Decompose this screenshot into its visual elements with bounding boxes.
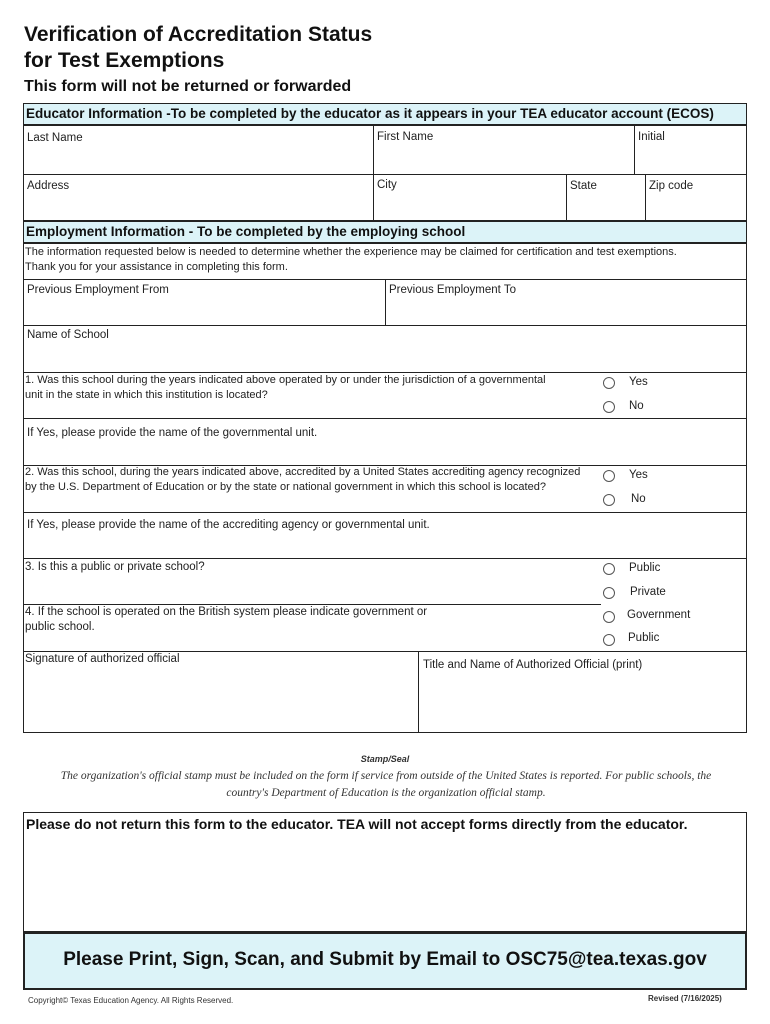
warning-box[interactable] [23, 812, 747, 932]
submit-banner [23, 932, 747, 990]
educator-section-header: Educator Information -To be completed by the educator as it appears in your TEA educator account (ECOS) [23, 103, 747, 125]
address-field[interactable]: Address [27, 180, 70, 192]
employment-intro [25, 245, 677, 275]
q1-no-radio[interactable] [603, 401, 615, 413]
stamp-note-line-2: country's Department of Education is the organization official stamp. [226, 787, 546, 799]
row-divider [23, 325, 747, 326]
employment-section-header: Employment Information - To be completed by the employing school [23, 221, 747, 243]
col-divider [418, 651, 419, 733]
q2-no-radio[interactable] [603, 494, 615, 506]
q3-public-label: Public [629, 562, 661, 574]
q2-line-1: 2. Was this school, during the years indicated above, accredited by a United States accrediting agency recognized [25, 466, 581, 478]
employment-to-field[interactable]: Previous Employment To [389, 284, 516, 296]
form-subtitle: This form will not be returned or forwarded [24, 78, 352, 95]
q1-yes-radio[interactable] [603, 377, 615, 389]
q2-yes-radio[interactable] [603, 470, 615, 482]
state-field[interactable]: State [570, 180, 597, 192]
q4-public-label: Public [628, 632, 660, 644]
col-divider [566, 174, 567, 221]
q1-followup-field[interactable]: If Yes, please provide the name of the governmental unit. [27, 427, 318, 439]
q4-line-1: 4. If the school is operated on the British system please indicate government or [25, 606, 428, 618]
city-field[interactable]: City [377, 179, 397, 191]
row-divider [23, 512, 747, 513]
q3-private-radio[interactable] [603, 587, 615, 599]
question-2 [25, 465, 580, 495]
initial-field[interactable]: Initial [638, 131, 665, 143]
col-divider [645, 174, 646, 221]
stamp-seal-label: Stamp/Seal [360, 754, 410, 764]
col-divider [634, 125, 635, 174]
revised-date: Revised (7/16/2025) [648, 994, 722, 1003]
q3-public-radio[interactable] [603, 563, 615, 575]
q4-government-radio[interactable] [603, 611, 615, 623]
q2-yes-label: Yes [629, 469, 648, 481]
stamp-note [26, 768, 746, 802]
submit-instructions: Please Print, Sign, Scan, and Submit by Email to OSC75@tea.texas.gov [63, 949, 707, 970]
question-1 [25, 373, 546, 403]
school-name-field[interactable]: Name of School [27, 329, 109, 341]
q2-no-label: No [631, 493, 646, 505]
col-divider [373, 125, 374, 221]
q2-followup-field[interactable]: If Yes, please provide the name of the accrediting agency or governmental unit. [27, 519, 430, 531]
employment-from-field[interactable]: Previous Employment From [27, 284, 169, 296]
warning-text: Please do not return this form to the educator. TEA will not accept forms directly from the educator. [26, 816, 688, 832]
title-line-1: Verification of Accreditation Status [24, 23, 373, 46]
last-name-field[interactable]: Last Name [27, 132, 83, 144]
official-title-field[interactable]: Title and Name of Authorized Official (print) [423, 659, 643, 671]
row-divider [23, 418, 747, 419]
zip-code-field[interactable]: Zip code [649, 180, 694, 192]
q1-line-1: 1. Was this school during the years indicated above operated by or under the jurisdiction of a governmental [25, 374, 546, 386]
col-divider [385, 279, 386, 325]
first-name-field[interactable]: First Name [377, 131, 434, 143]
q1-line-2: unit in the state in which this institution is located? [25, 389, 268, 401]
title-line-2: for Test Exemptions [24, 49, 225, 72]
question-4 [25, 605, 427, 635]
q2-line-2: by the U.S. Department of Education or by the state or national government in which this school is located? [25, 481, 546, 493]
intro-line-2: Thank you for your assistance in completing this form. [25, 261, 288, 273]
row-divider [23, 174, 747, 175]
row-divider [23, 558, 747, 559]
q4-government-label: Government [627, 609, 691, 621]
form-title [24, 22, 372, 74]
signature-field[interactable]: Signature of authorized official [25, 653, 180, 665]
q1-yes-label: Yes [629, 376, 648, 388]
q3-private-label: Private [630, 586, 666, 598]
stamp-note-line-1: The organization's official stamp must be included on the form if service from outside of the United States is reported. For public schools, the [60, 770, 712, 782]
q1-no-label: No [629, 400, 644, 412]
q4-public-radio[interactable] [603, 634, 615, 646]
question-3: 3. Is this a public or private school? [25, 561, 205, 573]
intro-line-1: The information requested below is needed to determine whether the experience may be claimed for certification and test exemptions. [25, 246, 677, 258]
copyright-text: Copyright© Texas Education Agency. All Rights Reserved. [28, 996, 234, 1005]
q4-line-2: public school. [25, 621, 95, 633]
